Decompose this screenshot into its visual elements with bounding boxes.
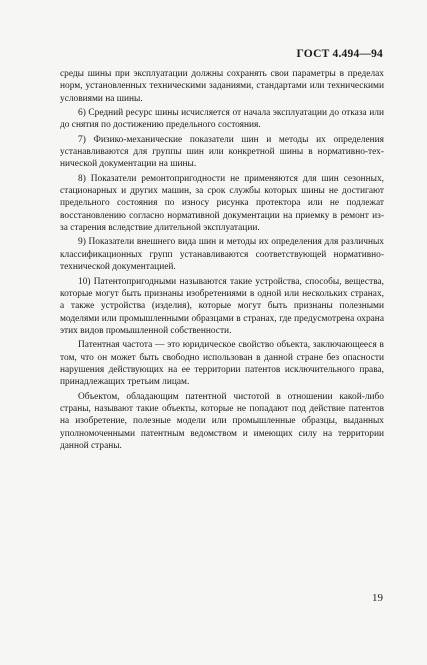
document-body — [60, 68, 384, 454]
paragraph-item-8: 8) Показатели ремонтопригодности не применяются для шин сезонных, стационарных и других машин, за срок службы которых шины не достигают предельного состояния по износу рисунка протектора или не подлежат восстановлению согласно нормативной документации на приемку в ремонт из-за старения вследствие длительной эксплуатации. — [60, 173, 384, 234]
page-number: 19 — [372, 592, 383, 604]
paragraph-item-7: 7) Физико-механические показатели шин и методы их определения устанавливаются для группы шин или конкретной шины в нормативно-технической документации на шины. — [60, 134, 384, 170]
paragraph-patent-purity: Патентная частота — это юридическое свойство объекта, заключающееся в том, что он может быть свободно использован в данной стране без опасности нарушения действующих на ее территории патентов исключительного права, принадлежащих третьим лицам. — [60, 340, 384, 388]
paragraph-patent-object: Объектом, обладающим патентной чистотой в отношении какой-либо страны, называют такие объекты, которые не попадают под действие патентов на изобретение, полезные модели или промышленные образцы, выданных уполномоченными патентным ведомством и имеющих силу на территории данной страны. — [60, 391, 384, 451]
paragraph-item-9: 9) Показатели внешнего вида шин и методы их определения для различных классификационных групп устанавливаются соответствующей нормативно-технической документацией. — [60, 237, 384, 273]
standard-code-header: ГОСТ 4.494—94 — [296, 48, 383, 60]
paragraph-item-6: 6) Средний ресурс шины исчисляется от начала эксплуатации до отказа или до снятия по достижению предельного состояния. — [60, 108, 384, 131]
paragraph-item-10: 10) Патентопригодными называются такие устройства, способы, вещества, которые могут быть признаны изобретениями в одной или нескольких странах, а также устройства (изделия), которые могут быть признаны полезными моделями или промышленными образцами в странах, где предусмотрена охрана этих видов промышленной собственности. — [60, 276, 384, 336]
paragraph-continuation: среды шины при эксплуатации должны сохранять свои параметры в пределах норм, установленных техническими заданиями, стандартами или техническими условиями на шины. — [60, 69, 384, 104]
